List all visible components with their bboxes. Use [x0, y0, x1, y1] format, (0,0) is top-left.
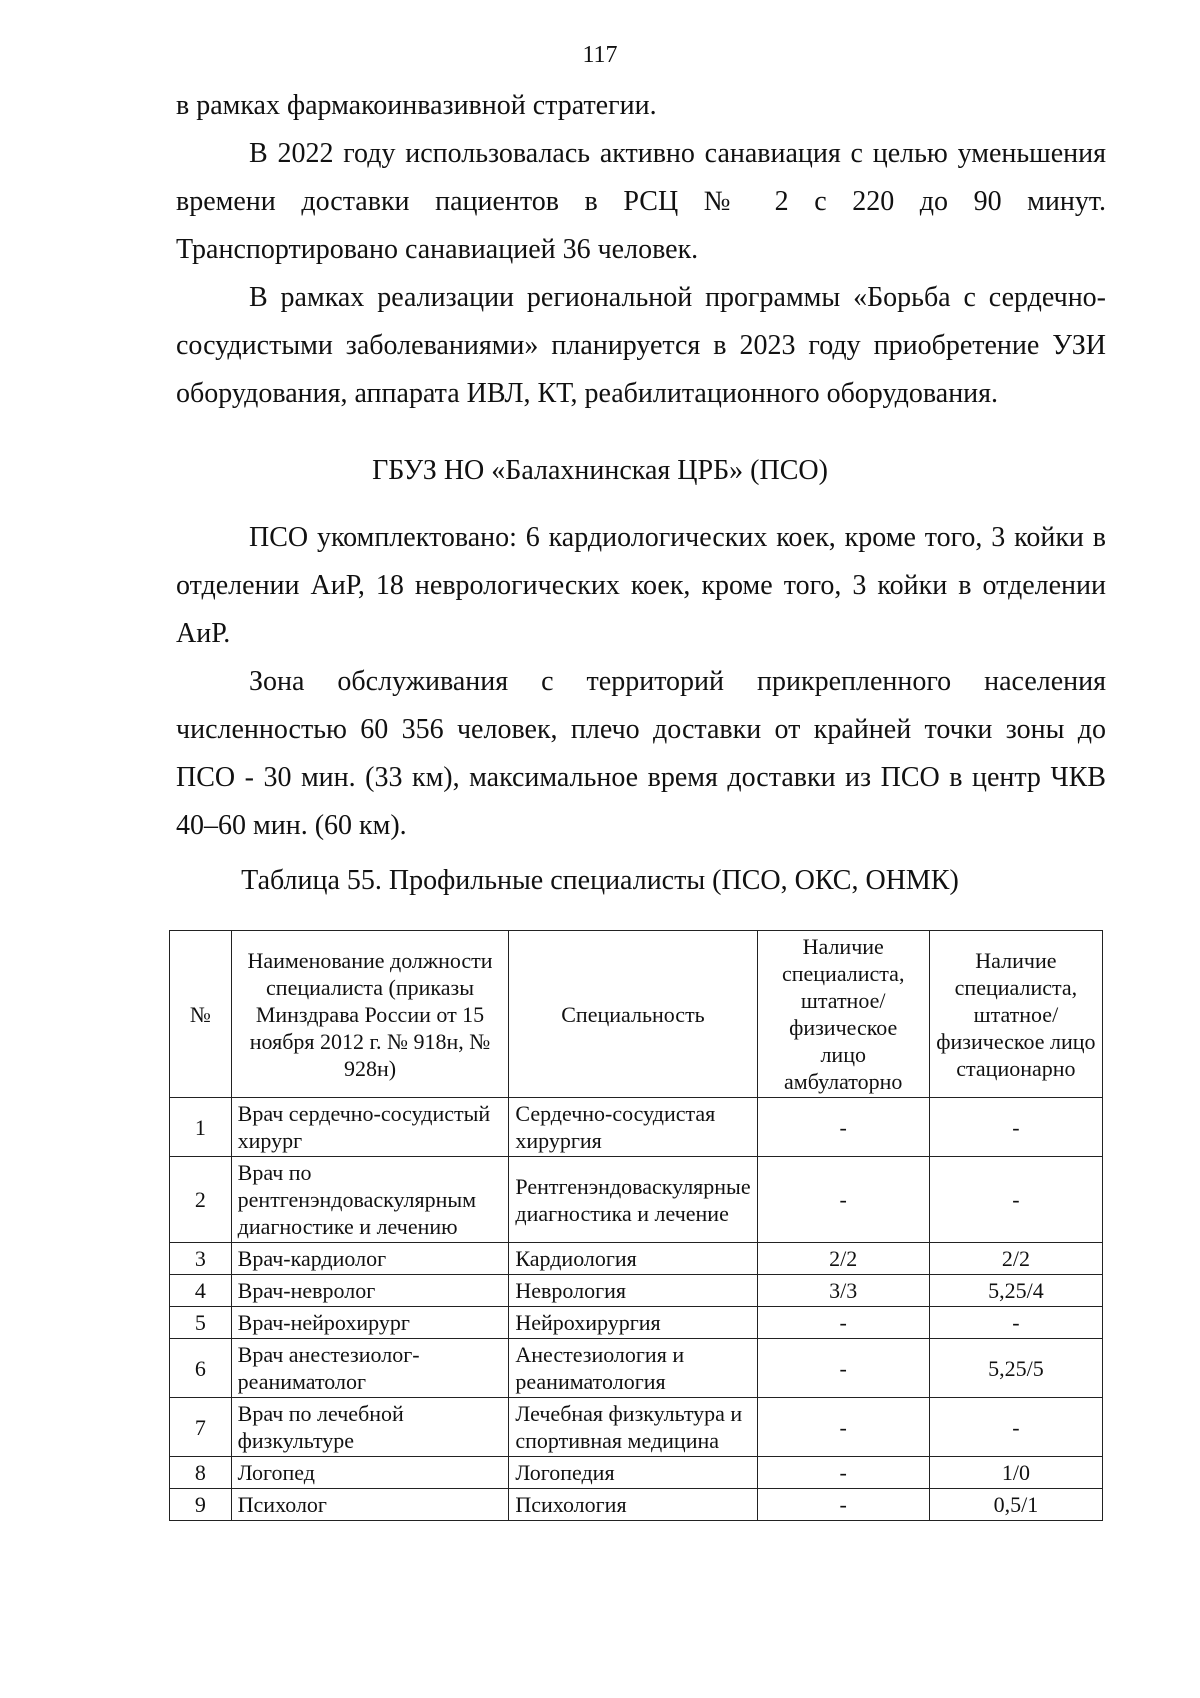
specialty-cell: Психология: [509, 1489, 757, 1521]
specialty-cell: Кардиология: [509, 1243, 757, 1275]
inpatient-cell: 5,25/5: [929, 1339, 1102, 1398]
specialty-cell: Рентгенэндоваскулярные диагностика и лечение: [509, 1157, 757, 1243]
position-cell: Врач по лечебной физкультуре: [231, 1398, 509, 1457]
outpatient-cell: -: [757, 1098, 929, 1157]
header-position: Наименование должности специалиста (приказы Минздрава России от 15 ноября 2012 г. № 918н, № 928н): [231, 931, 509, 1098]
inpatient-cell: 1/0: [929, 1457, 1102, 1489]
table-row: [170, 1398, 1103, 1457]
table-row: [170, 1339, 1103, 1398]
table-row: [170, 1157, 1103, 1243]
header-inpatient: Наличие специалиста, штатное/физическое лицо стационарно: [929, 931, 1102, 1098]
inpatient-cell: -: [929, 1398, 1102, 1457]
paragraph: в рамках фармакоинвазивной стратегии.: [176, 90, 657, 121]
row-number: 5: [170, 1307, 232, 1339]
body-text-top: [176, 82, 1106, 418]
position-cell: Врач по рентгенэндоваскулярным диагностике и лечению: [231, 1157, 509, 1243]
inpatient-cell: -: [929, 1098, 1102, 1157]
position-cell: Врач-кардиолог: [231, 1243, 509, 1275]
paragraph: Зона обслуживания с территорий прикрепленного населения численностью 60 356 человек, плечо доставки от крайней точки зоны до ПСО - 30 мин. (33 км), максимальное время доставки из ПСО в центр ЧКВ 40–60 мин. (60 км).: [176, 666, 1106, 841]
row-number: 4: [170, 1275, 232, 1307]
specialists-table: [169, 930, 1103, 1521]
row-number: 9: [170, 1489, 232, 1521]
paragraph: В 2022 году использовалась активно санавиация с целью уменьшения времени доставки пациентов в РСЦ № 2 с 220 до 90 минут. Транспортировано санавиацией 36 человек.: [176, 138, 1106, 265]
row-number: 6: [170, 1339, 232, 1398]
specialty-cell: Анестезиология и реаниматология: [509, 1339, 757, 1398]
inpatient-cell: -: [929, 1157, 1102, 1243]
outpatient-cell: -: [757, 1307, 929, 1339]
position-cell: Врач-нейрохирург: [231, 1307, 509, 1339]
table-header-row: [170, 931, 1103, 1098]
position-cell: Врач анестезиолог-реаниматолог: [231, 1339, 509, 1398]
table-row: [170, 1307, 1103, 1339]
inpatient-cell: -: [929, 1307, 1102, 1339]
outpatient-cell: -: [757, 1489, 929, 1521]
position-cell: Врач-невролог: [231, 1275, 509, 1307]
inpatient-cell: 2/2: [929, 1243, 1102, 1275]
header-specialty: Специальность: [509, 931, 757, 1098]
outpatient-cell: 2/2: [757, 1243, 929, 1275]
inpatient-cell: 5,25/4: [929, 1275, 1102, 1307]
paragraph: В рамках реализации региональной программы «Борьба с сердечно-сосудистыми заболеваниями» планируется в 2023 году приобретение УЗИ оборудования, аппарата ИВЛ, КТ, реабилитационного оборудования.: [176, 282, 1106, 409]
specialty-cell: Логопедия: [509, 1457, 757, 1489]
table-row: [170, 1243, 1103, 1275]
specialty-cell: Нейрохирургия: [509, 1307, 757, 1339]
position-cell: Психолог: [231, 1489, 509, 1521]
position-cell: Врач сердечно-сосудистый хирург: [231, 1098, 509, 1157]
header-number: №: [170, 931, 232, 1098]
outpatient-cell: -: [757, 1457, 929, 1489]
position-cell: Логопед: [231, 1457, 509, 1489]
row-number: 1: [170, 1098, 232, 1157]
table-caption: Таблица 55. Профильные специалисты (ПСО, ОКС, ОНМК): [241, 865, 959, 896]
body-text-bottom: [176, 514, 1106, 850]
page-number: 117: [582, 42, 618, 68]
table-row: [170, 1275, 1103, 1307]
outpatient-cell: 3/3: [757, 1275, 929, 1307]
row-number: 2: [170, 1157, 232, 1243]
specialty-cell: Сердечно-сосудистая хирургия: [509, 1098, 757, 1157]
inpatient-cell: 0,5/1: [929, 1489, 1102, 1521]
outpatient-cell: -: [757, 1398, 929, 1457]
specialty-cell: Неврология: [509, 1275, 757, 1307]
table-row: [170, 1489, 1103, 1521]
specialty-cell: Лечебная физкультура и спортивная медицина: [509, 1398, 757, 1457]
outpatient-cell: -: [757, 1157, 929, 1243]
table-row: [170, 1098, 1103, 1157]
section-heading: ГБУЗ НО «Балахнинская ЦРБ» (ПСО): [372, 455, 828, 486]
header-outpatient: Наличие специалиста, штатное/физическое лицо амбулаторно: [757, 931, 929, 1098]
paragraph: ПСО укомплектовано: 6 кардиологических коек, кроме того, 3 койки в отделении АиР, 18 неврологических коек, кроме того, 3 койки в отделении АиР.: [176, 522, 1106, 649]
row-number: 7: [170, 1398, 232, 1457]
table-row: [170, 1457, 1103, 1489]
row-number: 3: [170, 1243, 232, 1275]
row-number: 8: [170, 1457, 232, 1489]
outpatient-cell: -: [757, 1339, 929, 1398]
